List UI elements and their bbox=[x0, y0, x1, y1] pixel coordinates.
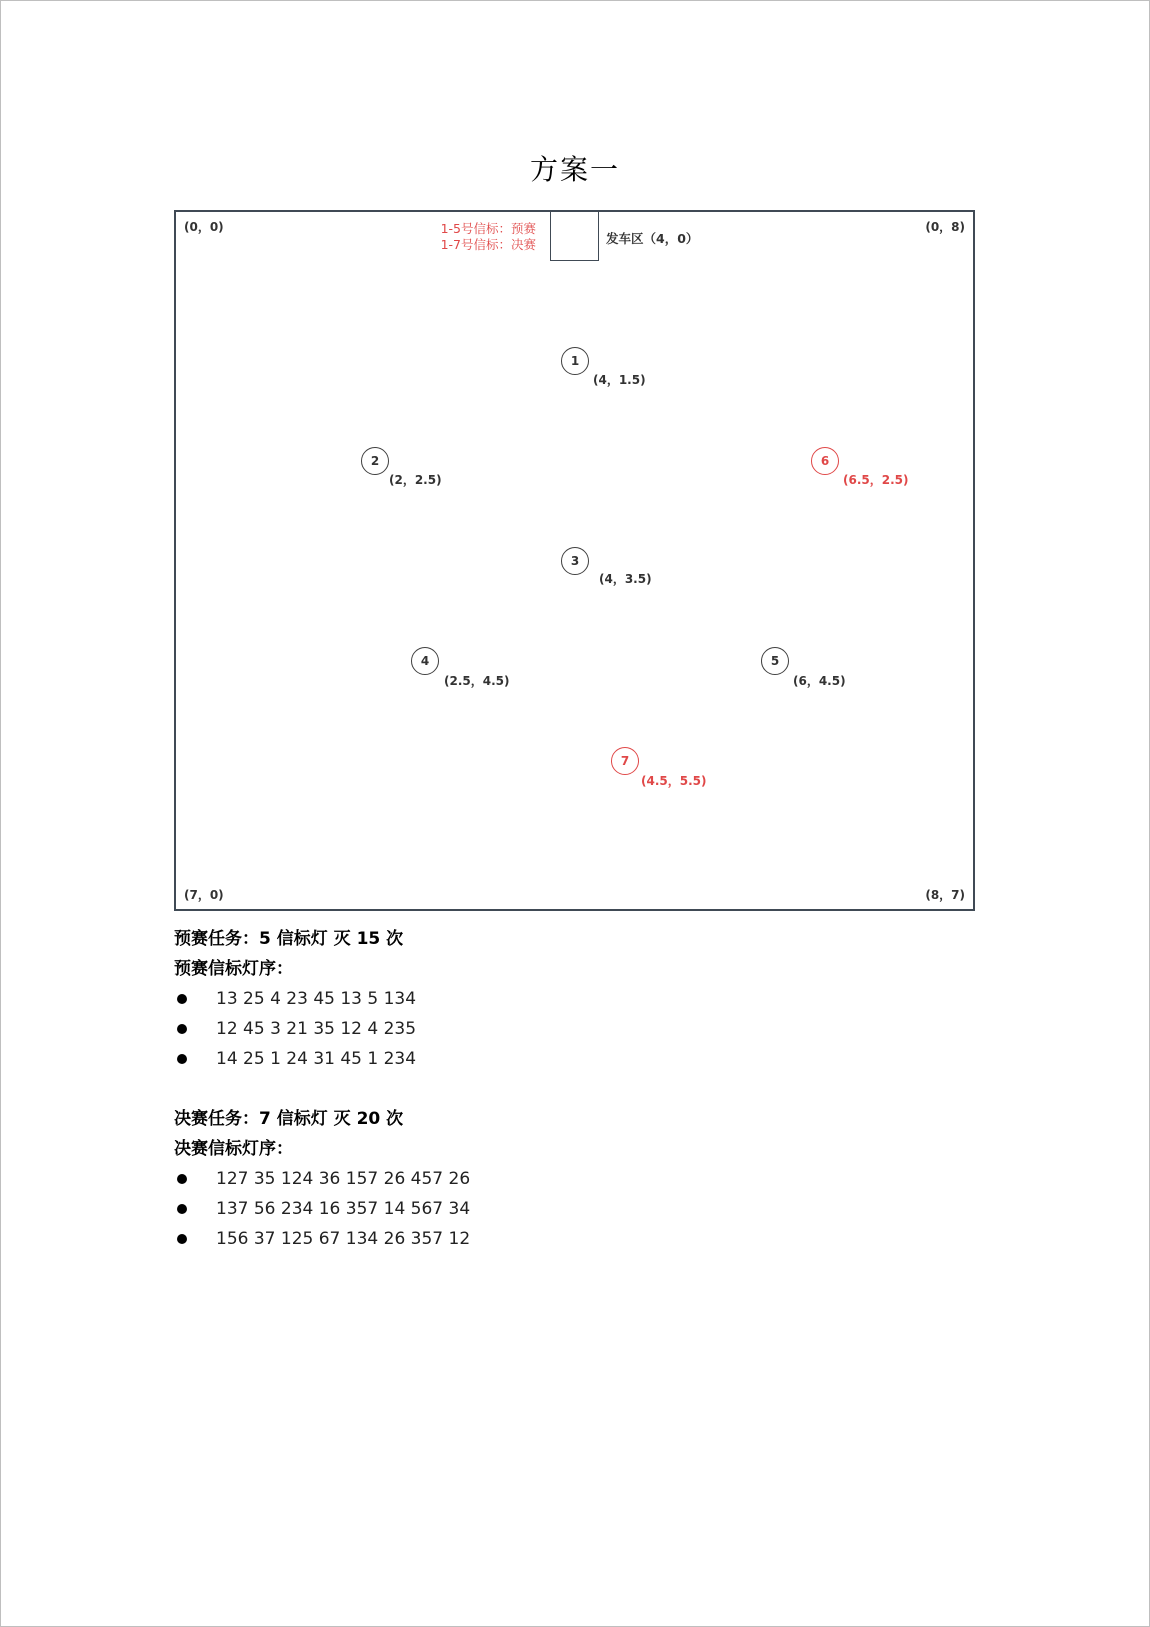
list-item bbox=[174, 1164, 974, 1194]
beacon-4: 4 bbox=[411, 647, 439, 675]
beacon-3: 3 bbox=[561, 547, 589, 575]
prelim-sequence-heading: 预赛信标灯序： bbox=[174, 959, 293, 979]
prelim-task: 预赛任务：5 信标灯 灭 15 次 bbox=[174, 929, 404, 949]
corner-top-right: (0，8) bbox=[925, 220, 965, 234]
list-item bbox=[174, 1224, 974, 1254]
beacon-3-coord: (4，3.5) bbox=[599, 572, 652, 586]
beacon-7-coord: (4.5，5.5) bbox=[641, 774, 707, 788]
task-section bbox=[174, 924, 974, 1254]
beacon-5-coord: (6，4.5) bbox=[793, 674, 846, 688]
prelim-sequence-list bbox=[174, 984, 974, 1074]
sequence-text: 137 56 234 16 357 14 567 34 bbox=[216, 1199, 471, 1219]
sequence-text: 13 25 4 23 45 13 5 134 bbox=[216, 989, 417, 1009]
final-task: 决赛任务：7 信标灯 灭 20 次 bbox=[174, 1109, 404, 1129]
beacon-2: 2 bbox=[361, 447, 389, 475]
beacon-7: 7 bbox=[611, 747, 639, 775]
corner-top-left: (0，0) bbox=[184, 220, 224, 234]
list-item bbox=[174, 984, 974, 1014]
bullet-icon bbox=[177, 1024, 187, 1034]
page-title: 方案一 bbox=[529, 153, 620, 186]
beacon-4-coord: (2.5，4.5) bbox=[444, 674, 510, 688]
beacon-1: 1 bbox=[561, 347, 589, 375]
start-zone-label: 发车区（4，0） bbox=[606, 231, 699, 246]
spacer bbox=[174, 1074, 974, 1104]
beacon-6-coord: (6.5，2.5) bbox=[843, 473, 909, 487]
corner-bottom-right: (8，7) bbox=[925, 888, 965, 902]
sequence-text: 12 45 3 21 35 12 4 235 bbox=[216, 1019, 417, 1039]
list-item bbox=[174, 1194, 974, 1224]
corner-bottom-left: (7，0) bbox=[184, 888, 224, 902]
bullet-icon bbox=[177, 1234, 187, 1244]
bullet-icon bbox=[177, 1204, 187, 1214]
sequence-text: 14 25 1 24 31 45 1 234 bbox=[216, 1049, 417, 1069]
final-sequence-heading: 决赛信标灯序： bbox=[174, 1139, 293, 1159]
beacon-notes bbox=[420, 221, 536, 253]
sequence-text: 156 37 125 67 134 26 357 12 bbox=[216, 1229, 471, 1249]
start-zone-box bbox=[550, 210, 599, 261]
list-item bbox=[174, 1014, 974, 1044]
note-final: 1-7号信标：决赛 bbox=[440, 237, 536, 252]
field-map bbox=[174, 210, 975, 911]
beacon-5: 5 bbox=[761, 647, 789, 675]
beacon-6: 6 bbox=[811, 447, 839, 475]
list-item bbox=[174, 1044, 974, 1074]
beacon-1-coord: (4，1.5) bbox=[593, 373, 646, 387]
bullet-icon bbox=[177, 994, 187, 1004]
note-prelim: 1-5号信标：预赛 bbox=[440, 221, 536, 236]
bullet-icon bbox=[177, 1174, 187, 1184]
bullet-icon bbox=[177, 1054, 187, 1064]
beacon-2-coord: (2，2.5) bbox=[389, 473, 442, 487]
final-sequence-list bbox=[174, 1164, 974, 1254]
sequence-text: 127 35 124 36 157 26 457 26 bbox=[216, 1169, 471, 1189]
